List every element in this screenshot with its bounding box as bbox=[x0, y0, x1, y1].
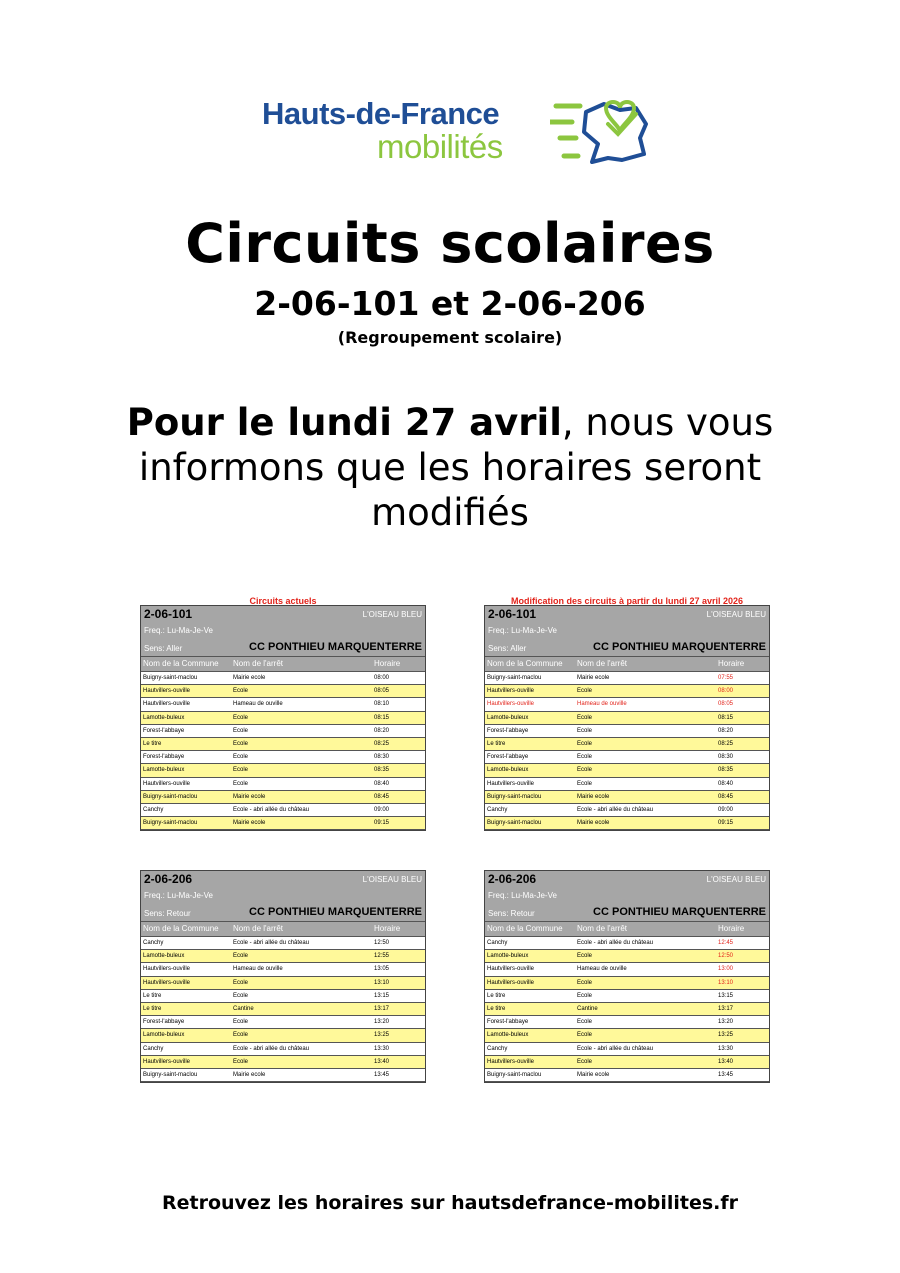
column-headers bbox=[485, 921, 769, 937]
table-row bbox=[485, 685, 769, 698]
col-arret: Nom de l'arrêt bbox=[233, 659, 283, 668]
cell-commune: Canchy bbox=[143, 806, 164, 813]
cell-horaire: 08:25 bbox=[718, 740, 734, 747]
cell-horaire: 13:30 bbox=[718, 1045, 734, 1052]
cell-arret: Ecole bbox=[233, 767, 249, 774]
table-row bbox=[141, 712, 425, 725]
table-row bbox=[485, 1029, 769, 1042]
table-row bbox=[141, 1016, 425, 1029]
cell-horaire: 08:35 bbox=[718, 767, 734, 774]
cell-arret: Ecole bbox=[577, 727, 593, 734]
table-row bbox=[141, 1069, 425, 1082]
cell-commune: Buigny-saint-maclou bbox=[143, 1071, 198, 1078]
table-row bbox=[485, 1043, 769, 1056]
cell-arret: Ecole bbox=[577, 953, 593, 960]
cell-arret: Ecole bbox=[577, 979, 593, 986]
header-row bbox=[141, 888, 425, 905]
cell-commune: Le titre bbox=[143, 992, 162, 999]
cell-arret: Ecole bbox=[577, 1019, 593, 1026]
cell-arret: Hameau de ouville bbox=[577, 966, 627, 973]
cell-arret: Ecole - abri allée du château bbox=[233, 806, 310, 813]
cell-horaire: 12:55 bbox=[374, 953, 390, 960]
header-row bbox=[141, 905, 425, 921]
cell-commune: Hautvillers-ouville bbox=[143, 780, 191, 787]
brand-logo bbox=[262, 96, 662, 168]
col-commune: Nom de la Commune bbox=[143, 924, 219, 933]
page-title: Circuits scolaires bbox=[185, 212, 715, 275]
direction: Sens: Aller bbox=[488, 644, 527, 653]
timetable-206-modified bbox=[484, 870, 770, 1083]
cell-arret: Ecole bbox=[233, 714, 249, 721]
table-row bbox=[141, 738, 425, 751]
cell-arret: Ecole bbox=[233, 740, 249, 747]
header-row bbox=[485, 623, 769, 640]
cell-horaire: 08:45 bbox=[718, 793, 734, 800]
direction: Sens: Retour bbox=[488, 909, 535, 918]
header-row bbox=[485, 905, 769, 921]
cell-arret: Ecole bbox=[577, 714, 593, 721]
cell-arret: Cantine bbox=[577, 1005, 598, 1012]
cell-commune: Buigny-saint-maclou bbox=[487, 1071, 542, 1078]
cell-arret: Ecole bbox=[233, 780, 249, 787]
cell-arret: Ecole bbox=[577, 780, 593, 787]
table-header bbox=[141, 606, 425, 656]
col-arret: Nom de l'arrêt bbox=[233, 924, 283, 933]
col-commune: Nom de la Commune bbox=[487, 659, 563, 668]
cell-arret: Mairie ecole bbox=[233, 793, 266, 800]
table-row bbox=[485, 1003, 769, 1016]
cell-commune: Hautvillers-ouville bbox=[487, 701, 535, 708]
cell-horaire: 08:35 bbox=[374, 767, 390, 774]
cell-commune: Canchy bbox=[143, 1045, 164, 1052]
cell-commune: Buigny-saint-maclou bbox=[487, 675, 542, 681]
header-row bbox=[485, 640, 769, 656]
table-row bbox=[141, 977, 425, 990]
cell-commune: Hautvillers-ouville bbox=[143, 966, 191, 973]
table-row bbox=[141, 778, 425, 791]
cell-commune: Hautvillers-ouville bbox=[487, 1058, 535, 1065]
frequency: Freq.: Lu-Ma-Je-Ve bbox=[144, 626, 213, 635]
cell-arret: Ecole - abri allée du château bbox=[233, 940, 310, 946]
cell-arret: Mairie ecole bbox=[577, 675, 610, 681]
cell-commune: Buigny-saint-maclou bbox=[487, 820, 542, 827]
cell-horaire: 08:05 bbox=[718, 701, 734, 708]
header-row bbox=[141, 606, 425, 623]
cell-arret: Ecole bbox=[577, 767, 593, 774]
table-row bbox=[141, 1056, 425, 1069]
cell-horaire: 08:40 bbox=[374, 780, 390, 787]
cell-commune: Le titre bbox=[487, 1005, 506, 1012]
table-row bbox=[485, 817, 769, 830]
cell-horaire: 09:15 bbox=[718, 820, 734, 827]
community-name: CC PONTHIEU MARQUENTERRE bbox=[249, 906, 422, 918]
timetable-206-current bbox=[140, 870, 426, 1083]
cell-horaire: 13:15 bbox=[374, 992, 390, 999]
cell-horaire: 13:40 bbox=[374, 1058, 390, 1065]
cell-arret: Ecole bbox=[577, 688, 593, 695]
cell-commune: Hautvillers-ouville bbox=[143, 1058, 191, 1065]
cell-arret: Ecole bbox=[577, 754, 593, 761]
table-header bbox=[485, 606, 769, 656]
cell-commune: Forest-l'abbaye bbox=[487, 1019, 529, 1026]
col-horaire: Horaire bbox=[374, 924, 401, 933]
operator-name: L'OISEAU BLEU bbox=[362, 610, 422, 619]
cell-commune: Buigny-saint-maclou bbox=[143, 820, 198, 827]
cell-arret: Hameau de ouville bbox=[233, 966, 283, 973]
cell-commune: Forest-l'abbaye bbox=[487, 754, 529, 761]
cell-horaire: 13:15 bbox=[718, 992, 734, 999]
table-header bbox=[141, 871, 425, 921]
table-row bbox=[141, 990, 425, 1003]
france-map-heart-icon bbox=[550, 98, 654, 166]
col-arret: Nom de l'arrêt bbox=[577, 659, 627, 668]
table-row bbox=[485, 990, 769, 1003]
cell-horaire: 13:40 bbox=[718, 1058, 734, 1065]
cell-commune: Canchy bbox=[487, 806, 508, 813]
header-row bbox=[485, 888, 769, 905]
table-row bbox=[485, 778, 769, 791]
cell-arret: Cantine bbox=[233, 1005, 254, 1012]
cell-commune: Lamotte-buleux bbox=[143, 953, 185, 960]
operator-name: L'OISEAU BLEU bbox=[362, 875, 422, 884]
cell-commune: Le titre bbox=[487, 992, 506, 999]
circuit-code: 2-06-101 bbox=[488, 607, 537, 621]
table-row bbox=[485, 1016, 769, 1029]
cell-arret: Mairie ecole bbox=[233, 820, 266, 827]
header-row bbox=[141, 871, 425, 888]
table-row bbox=[141, 725, 425, 738]
table-row bbox=[141, 698, 425, 711]
cell-commune: Hautvillers-ouville bbox=[143, 688, 191, 695]
cell-arret: Mairie ecole bbox=[233, 675, 266, 681]
col-commune: Nom de la Commune bbox=[143, 659, 219, 668]
cell-horaire: 08:40 bbox=[718, 780, 734, 787]
frequency: Freq.: Lu-Ma-Je-Ve bbox=[488, 626, 557, 635]
logo-text-mobilites: mobilités bbox=[377, 128, 503, 165]
cell-commune: Lamotte-buleux bbox=[487, 953, 529, 960]
cell-commune: Le titre bbox=[143, 740, 162, 747]
operator-name: L'OISEAU BLEU bbox=[706, 610, 766, 619]
cell-horaire: 12:45 bbox=[718, 940, 734, 946]
table-row bbox=[485, 764, 769, 777]
cell-commune: Lamotte-buleux bbox=[143, 1032, 185, 1039]
cell-arret: Ecole bbox=[233, 727, 249, 734]
cell-commune: Le titre bbox=[487, 740, 506, 747]
header-row bbox=[485, 871, 769, 888]
cell-horaire: 08:30 bbox=[374, 754, 390, 761]
cell-horaire: 08:15 bbox=[718, 714, 734, 721]
table-row bbox=[141, 1003, 425, 1016]
cell-commune: Hautvillers-ouville bbox=[487, 979, 535, 986]
cell-commune: Hautvillers-ouville bbox=[487, 780, 535, 787]
cell-horaire: 13:20 bbox=[374, 1019, 390, 1026]
table-row bbox=[141, 672, 425, 685]
cell-commune: Hautvillers-ouville bbox=[143, 701, 191, 708]
table-row bbox=[485, 963, 769, 976]
table-row bbox=[485, 738, 769, 751]
community-name: CC PONTHIEU MARQUENTERRE bbox=[249, 641, 422, 653]
cell-horaire: 13:00 bbox=[718, 966, 734, 973]
direction: Sens: Retour bbox=[144, 909, 191, 918]
cell-horaire: 08:00 bbox=[718, 688, 734, 695]
cell-horaire: 13:25 bbox=[718, 1032, 734, 1039]
table-row bbox=[141, 685, 425, 698]
circuit-code: 2-06-206 bbox=[144, 872, 193, 886]
cell-horaire: 12:50 bbox=[374, 940, 390, 946]
cell-commune: Canchy bbox=[487, 940, 508, 946]
cell-arret: Ecole bbox=[233, 1032, 249, 1039]
table-row bbox=[141, 791, 425, 804]
table-row bbox=[485, 950, 769, 963]
cell-arret: Ecole bbox=[233, 688, 249, 695]
cell-horaire: 08:25 bbox=[374, 740, 390, 747]
cell-arret: Ecole - abri allée du château bbox=[577, 940, 654, 946]
cell-arret: Ecole bbox=[577, 1058, 593, 1065]
cell-commune: Lamotte-buleux bbox=[487, 767, 529, 774]
cell-horaire: 13:10 bbox=[718, 979, 734, 986]
cell-commune: Buigny-saint-maclou bbox=[143, 675, 198, 681]
col-commune: Nom de la Commune bbox=[487, 924, 563, 933]
notice-rest: , nous vous informons que les horaires seront modifiés bbox=[138, 401, 774, 534]
cell-arret: Ecole - abri allée du château bbox=[577, 806, 654, 813]
cell-horaire: 13:45 bbox=[374, 1071, 390, 1078]
cell-arret: Hameau de ouville bbox=[233, 701, 283, 708]
circuit-code: 2-06-206 bbox=[488, 872, 537, 886]
cell-arret: Mairie ecole bbox=[577, 820, 610, 827]
frequency: Freq.: Lu-Ma-Je-Ve bbox=[144, 891, 213, 900]
header-row bbox=[485, 606, 769, 623]
table-row bbox=[485, 712, 769, 725]
cell-arret: Ecole bbox=[577, 1032, 593, 1039]
cell-arret: Ecole - abri allée du château bbox=[233, 1045, 310, 1052]
cell-commune: Le titre bbox=[143, 1005, 162, 1012]
cell-arret: Ecole bbox=[577, 740, 593, 747]
cell-arret: Hameau de ouville bbox=[577, 701, 627, 708]
table-row bbox=[485, 751, 769, 764]
cell-horaire: 13:45 bbox=[718, 1071, 734, 1078]
table-row bbox=[141, 817, 425, 830]
table-row bbox=[485, 937, 769, 950]
cell-arret: Mairie ecole bbox=[577, 1071, 610, 1078]
logo-text-region: Hauts-de-France bbox=[262, 96, 500, 131]
cell-horaire: 09:00 bbox=[374, 806, 390, 813]
cell-arret: Ecole bbox=[233, 754, 249, 761]
cell-horaire: 08:20 bbox=[374, 727, 390, 734]
cell-arret: Ecole bbox=[577, 992, 593, 999]
cell-arret: Ecole bbox=[233, 979, 249, 986]
circuit-code: 2-06-101 bbox=[144, 607, 193, 621]
cell-commune: Hautvillers-ouville bbox=[143, 979, 191, 986]
cell-horaire: 08:15 bbox=[374, 714, 390, 721]
table-row bbox=[141, 804, 425, 817]
table-row bbox=[141, 937, 425, 950]
cell-arret: Mairie ecole bbox=[233, 1071, 266, 1078]
table-row bbox=[141, 1043, 425, 1056]
cell-commune: Buigny-saint-maclou bbox=[487, 793, 542, 800]
cell-arret: Ecole bbox=[233, 1058, 249, 1065]
cell-horaire: 13:17 bbox=[374, 1005, 390, 1012]
cell-horaire: 09:00 bbox=[718, 806, 734, 813]
cell-horaire: 08:05 bbox=[374, 688, 390, 695]
table-row bbox=[485, 804, 769, 817]
header-row bbox=[141, 640, 425, 656]
cell-horaire: 08:45 bbox=[374, 793, 390, 800]
table-row bbox=[485, 672, 769, 685]
community-name: CC PONTHIEU MARQUENTERRE bbox=[593, 906, 766, 918]
header-row bbox=[141, 623, 425, 640]
cell-horaire: 13:05 bbox=[374, 966, 390, 973]
cell-horaire: 13:10 bbox=[374, 979, 390, 986]
cell-arret: Ecole bbox=[233, 992, 249, 999]
cell-horaire: 07:55 bbox=[718, 675, 734, 681]
table-row bbox=[485, 791, 769, 804]
direction: Sens: Aller bbox=[144, 644, 183, 653]
column-headers bbox=[141, 656, 425, 672]
timetable-101-modified bbox=[484, 605, 770, 831]
cell-commune: Forest-l'abbaye bbox=[143, 727, 185, 734]
cell-commune: Lamotte-buleux bbox=[487, 1032, 529, 1039]
cell-commune: Canchy bbox=[143, 940, 164, 946]
caption-current: Circuits actuels bbox=[249, 596, 317, 606]
table-row bbox=[485, 1056, 769, 1069]
cell-horaire: 08:20 bbox=[718, 727, 734, 734]
col-arret: Nom de l'arrêt bbox=[577, 924, 627, 933]
cell-commune: Forest-l'abbaye bbox=[143, 1019, 185, 1026]
cell-commune: Lamotte-buleux bbox=[143, 714, 185, 721]
footer-text: Retrouvez les horaires sur hautsdefrance-mobilites.fr bbox=[162, 1192, 738, 1214]
cell-commune: Hautvillers-ouville bbox=[487, 966, 535, 973]
cell-commune: Canchy bbox=[487, 1045, 508, 1052]
operator-name: L'OISEAU BLEU bbox=[706, 875, 766, 884]
table-row bbox=[141, 1029, 425, 1042]
cell-commune: Lamotte-buleux bbox=[143, 767, 185, 774]
column-headers bbox=[485, 656, 769, 672]
col-horaire: Horaire bbox=[718, 924, 745, 933]
table-row bbox=[485, 698, 769, 711]
frequency: Freq.: Lu-Ma-Je-Ve bbox=[488, 891, 557, 900]
page-subtitle: 2-06-101 et 2-06-206 bbox=[254, 284, 646, 323]
cell-arret: Ecole bbox=[233, 953, 249, 960]
page-subnote: (Regroupement scolaire) bbox=[337, 328, 563, 347]
cell-arret: Mairie ecole bbox=[577, 793, 610, 800]
notice-text bbox=[90, 400, 810, 535]
caption-modified: Modification des circuits à partir du lundi 27 avril 2026 bbox=[510, 596, 744, 606]
table-row bbox=[141, 963, 425, 976]
timetable-101-current bbox=[140, 605, 426, 831]
cell-horaire: 12:50 bbox=[718, 953, 734, 960]
cell-horaire: 09:15 bbox=[374, 820, 390, 827]
cell-horaire: 13:20 bbox=[718, 1019, 734, 1026]
table-row bbox=[141, 950, 425, 963]
table-row bbox=[485, 1069, 769, 1082]
cell-commune: Hautvillers-ouville bbox=[487, 688, 535, 695]
cell-arret: Ecole - abri allée du château bbox=[577, 1045, 654, 1052]
cell-horaire: 08:30 bbox=[718, 754, 734, 761]
table-row bbox=[141, 764, 425, 777]
cell-commune: Lamotte-buleux bbox=[487, 714, 529, 721]
cell-horaire: 08:10 bbox=[374, 701, 390, 708]
table-row bbox=[485, 725, 769, 738]
community-name: CC PONTHIEU MARQUENTERRE bbox=[593, 641, 766, 653]
cell-commune: Forest-l'abbaye bbox=[487, 727, 529, 734]
notice-bold: Pour le lundi 27 avril bbox=[126, 401, 562, 444]
cell-commune: Buigny-saint-maclou bbox=[143, 793, 198, 800]
col-horaire: Horaire bbox=[718, 659, 745, 668]
cell-horaire: 13:25 bbox=[374, 1032, 390, 1039]
col-horaire: Horaire bbox=[374, 659, 401, 668]
cell-commune: Forest-l'abbaye bbox=[143, 754, 185, 761]
table-row bbox=[141, 751, 425, 764]
table-header bbox=[485, 871, 769, 921]
cell-horaire: 13:30 bbox=[374, 1045, 390, 1052]
cell-horaire: 13:17 bbox=[718, 1005, 734, 1012]
column-headers bbox=[141, 921, 425, 937]
cell-arret: Ecole bbox=[233, 1019, 249, 1026]
table-row bbox=[485, 977, 769, 990]
cell-horaire: 08:00 bbox=[374, 675, 390, 681]
